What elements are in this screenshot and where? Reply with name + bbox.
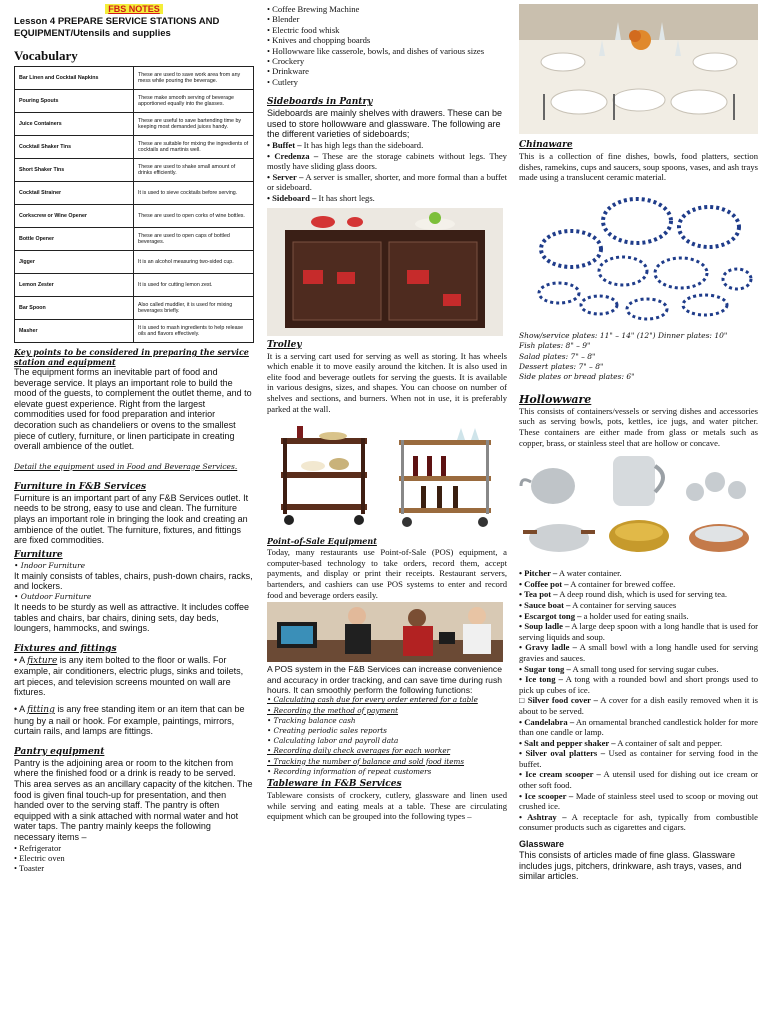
trolley-image-wine bbox=[387, 420, 503, 532]
hollowware-item: • Escargot tong – a holder used for eating snails. bbox=[519, 610, 689, 621]
fitting-bullet: • A bbox=[14, 704, 28, 715]
pos-body-2: A POS system in the F&B Services can increase convenience and accuracy in order tracking, and can save time during rush hours. It can smoothly perform the following functions: bbox=[267, 664, 503, 695]
list-item: • Crockery bbox=[267, 56, 305, 67]
vocab-definition: These are suitable for mixing the ingredients of cocktails and martinis well. bbox=[134, 136, 254, 159]
fitting-definition bbox=[14, 704, 254, 737]
pantry-items-right bbox=[267, 4, 507, 87]
sideboard-type-server: • Server – A server is smaller, shorter, and more formal than a buffet or sideboard. bbox=[267, 171, 507, 193]
hollowware-item: • Ice tong – A tong with a rounded bowl and short prongs used to pick up cubes of ice. bbox=[519, 674, 758, 695]
hollowware-item: • Candelabra – An ornamental branched candlestick holder for more than one candle or lamp. bbox=[519, 716, 758, 738]
list-item: • Calculating labor and payroll data bbox=[267, 736, 399, 746]
plate-sizes bbox=[519, 331, 758, 383]
fixture-bullet: • A bbox=[14, 654, 28, 665]
furniture-heading: Furniture bbox=[14, 549, 63, 560]
table-setting-image bbox=[519, 4, 758, 134]
hollowware-items bbox=[519, 568, 758, 833]
pos-body: Today, many restaurants use Point-of-Sale (POS) equipment, a computer-based technology to take orders, record them, accept payments, and display or print their receipts. Restaurant servers, bartenders, and cashiers can use POS systems to enter and record food and beverage orders easily. bbox=[267, 547, 507, 600]
pantry-heading: Pantry equipment bbox=[14, 746, 105, 757]
vocab-definition: These are used to open corks of wine bottles. bbox=[134, 205, 254, 228]
pos-heading: Point-of-Sale Equipment bbox=[267, 536, 377, 547]
table-row bbox=[15, 90, 254, 113]
chinaware-heading: Chinaware bbox=[519, 140, 573, 150]
hollowware-item: • Sugar tong – A small tong used for serving sugar cubes. bbox=[519, 663, 719, 674]
hollowware-image bbox=[519, 452, 758, 564]
sideboards-intro: Sideboards are mainly shelves with drawers. These can be used to store hollowware and glassware. The following are the different varieties of sideboards; bbox=[267, 108, 502, 140]
vocab-definition: These are useful to save bartending time by keeping most demanded juices handy. bbox=[134, 113, 254, 136]
vocab-definition: It is used to mash ingredients to help release oils and flavors effectively. bbox=[134, 320, 254, 343]
list-item: • Knives and chopping boards bbox=[267, 35, 371, 46]
sideboard-types bbox=[267, 140, 507, 204]
sideboard-type-sideboard: • Sideboard – It has short legs. bbox=[267, 193, 375, 203]
hollowware-item: • Ice scooper – Made of stainless steel used to scoop or moving out crushed ice. bbox=[519, 790, 758, 812]
vocab-term: Jigger bbox=[15, 251, 134, 274]
table-row bbox=[15, 274, 254, 297]
vocab-term: Corkscrew or Wine Opener bbox=[15, 205, 134, 228]
list-item: • Creating periodic sales reports bbox=[267, 725, 387, 735]
table-row bbox=[15, 251, 254, 274]
vocab-definition: These are used to shake small amount of drinks efficiently. bbox=[134, 159, 254, 182]
vocab-definition: These make smooth serving of beverage apportioned equally into the glasses. bbox=[134, 90, 254, 113]
key-points-body: The equipment forms an inevitable part of food and beverage service. It plays an important role to build the mood of the guests, to complement the outlet theme, and to elevate guest experience. Right from the largest commodities used for food preparation and interior decoration such as chandeliers or ovens to the smallest piece of cutlery, furniture, or linen participate in creating overall ambience of the outlet. bbox=[14, 367, 252, 452]
vocab-definition: It is an alcohol measuring two-sided cup. bbox=[134, 251, 254, 274]
pantry-body: Pantry is the adjoining area or room to the kitchen from where the finished food or a drink is ready to be served. This area serves as an ancillary capacity of the kitchen. The food is given final touch-up for presentation, and then handed over to the serving staff. The pantry is often equipped with a sink attached with normal water and hot water taps. The pantry mainly keeps the following necessary items – bbox=[14, 757, 253, 842]
vocab-term: Cocktail Strainer bbox=[15, 182, 134, 205]
hollowware-item: • Ashtray – A receptacle for ash, typically from combustible consumer products such as cigarettes and cigars. bbox=[519, 811, 758, 833]
table-row bbox=[15, 297, 254, 320]
vocab-definition: It is used to sieve cocktails before serving. bbox=[134, 182, 254, 205]
hollowware-item: • Coffee pot – A container for brewed coffee. bbox=[519, 578, 676, 589]
glassware-body: This consists of articles made of fine glass. Glassware includes jugs, pitchers, drinkware, ash trays, vases, and similar articles. bbox=[519, 850, 742, 882]
vocab-definition: These are used to open caps of bottled beverages. bbox=[134, 228, 254, 251]
vocabulary-table bbox=[14, 66, 254, 343]
pantry-items-left bbox=[14, 843, 254, 874]
column-middle bbox=[267, 4, 507, 1020]
column-right bbox=[519, 4, 758, 1020]
vocab-definition: These are used to save work area from any mess while pouring the beverage. bbox=[134, 67, 254, 90]
trolley-images bbox=[267, 420, 507, 532]
list-item: • Blender bbox=[267, 14, 300, 25]
sideboard-type-credenza: • Credenza – These are the storage cabinets without legs. They mostly have sliding glass doors. bbox=[267, 150, 507, 172]
list-item: • Electric food whisk bbox=[267, 24, 340, 35]
table-row bbox=[15, 113, 254, 136]
table-row bbox=[15, 67, 254, 90]
hollowware-item: □ Silver food cover – A cover for a dish easily removed when it is about to be served. bbox=[519, 695, 758, 716]
fixtures-heading: Fixtures and fittings bbox=[14, 643, 117, 654]
hollowware-item: • Pitcher – A water container. bbox=[519, 568, 622, 579]
column-left bbox=[14, 4, 254, 1020]
list-item: • Cutlery bbox=[267, 76, 298, 87]
vocab-term: Bar Spoon bbox=[15, 297, 134, 320]
plate-size-line: Fish plates: 8" – 9" bbox=[519, 341, 591, 351]
trolley-heading: Trolley bbox=[267, 339, 302, 350]
sideboards-heading: Sideboards in Pantry bbox=[267, 97, 373, 108]
sideboard-type-buffet: • Buffet – It has high legs than the sideboard. bbox=[267, 140, 424, 151]
trolley-image-wood bbox=[267, 420, 383, 532]
hollowware-body: This consists of containers/vessels or serving dishes and accessories such as serving bowls, pots, kettles, ice jugs, and water pitcher. These containers are either made from glass or metals such as copper, brass, or stainless steel that are hollow or concave. bbox=[519, 405, 758, 448]
plate-size-line: Salad plates: 7" – 8" bbox=[519, 351, 596, 361]
vocab-definition: It is used for cutting lemon zest. bbox=[134, 274, 254, 297]
outdoor-furniture-label: • Outdoor Furniture bbox=[14, 591, 92, 601]
hollowware-item: • Ice cream scooper – A utensil used for dishing out ice cream or other soft food. bbox=[519, 769, 758, 791]
table-row bbox=[15, 205, 254, 228]
hollowware-item: • Soup ladle – A large deep spoon with a long handle that is used for serving liquids and soup. bbox=[519, 621, 758, 642]
hollowware-item: • Salt and pepper shaker – A container of salt and pepper. bbox=[519, 737, 723, 748]
vocab-term: Lemon Zester bbox=[15, 274, 134, 297]
table-row bbox=[15, 228, 254, 251]
hollowware-item: • Tea pot – A deep round dish, which is used for serving tea. bbox=[519, 589, 728, 600]
fixture-word: fixture bbox=[27, 655, 58, 666]
key-points-heading: Key points to be considered in preparing the service station and equipment bbox=[14, 347, 249, 367]
sideboard-image bbox=[267, 208, 503, 336]
detail-prompt: Detail the equipment used in Food and Beverage Services. bbox=[14, 461, 238, 471]
pos-image bbox=[267, 602, 503, 662]
plate-size-line: Side plates or bread plates: 6" bbox=[519, 372, 635, 382]
list-item: • Coffee Brewing Machine bbox=[267, 4, 360, 14]
list-item: • Drinkware bbox=[267, 66, 309, 77]
indoor-furniture-body: It mainly consists of tables, chairs, push-down chairs, racks, and lockers. bbox=[14, 570, 253, 592]
chinaware-body: This is a collection of fine dishes, bowls, food platters, section dishes, ramekins, cups and saucers, soup spoons, vases, and ash trays made using a translucent ceramic material. bbox=[519, 151, 758, 183]
hollowware-item: • Sauce boat – A container for serving sauces bbox=[519, 599, 677, 610]
hollowware-item: • Gravy ladle – A small bowl with a long handle used for serving gravies and sauces. bbox=[519, 642, 758, 663]
hollowware-item: • Silver oval platters – Used as container for serving food in the buffet. bbox=[519, 748, 758, 769]
vocab-term: Short Shaker Tins bbox=[15, 159, 134, 182]
lesson-title: Lesson 4 PREPARE SERVICE STATIONS AND EQUIPMENT/Utensils and supplies bbox=[14, 16, 220, 39]
table-row bbox=[15, 182, 254, 205]
tableware-body: Tableware consists of crockery, cutlery, glassware and linen used while serving and eating meals at a table. These are circulating equipment which can be grouped into the following types – bbox=[267, 789, 507, 822]
list-item: • Tracking the number of balance and sold food items bbox=[267, 756, 465, 766]
tableware-heading: Tableware in F&B Services bbox=[267, 778, 402, 789]
list-item: • Recording daily check averages for each worker bbox=[267, 746, 451, 756]
list-item: • Refrigerator bbox=[14, 842, 62, 853]
vocabulary-heading: Vocabulary bbox=[14, 48, 78, 63]
trolley-body: It is a serving cart used for serving as well as storing. It has wheels which enable it to move easily around the kitchen. It is also used in elite food and beverage outlets for serving the guests. It is available in various designs, sizes, and shapes. You can choose on number of shelves and sections, and burners. When not in use, it is preferably parked at the wall. bbox=[267, 350, 507, 414]
chinaware-image bbox=[519, 187, 758, 327]
list-item: • Electric oven bbox=[14, 853, 65, 863]
furniture-fb-body: Furniture is an important part of any F&B Services outlet. It needs to be strong, easy to use and clean. The furniture plays an important role in bringing the look and creating an ambience of the outlet. The furniture, fixtures, and fittings are fixed commodities. bbox=[14, 492, 249, 546]
fitting-word: fitting bbox=[27, 705, 55, 716]
pos-functions bbox=[267, 695, 507, 777]
hollowware-heading: Hollowware bbox=[519, 392, 592, 406]
fixture-definition bbox=[14, 655, 254, 698]
fitting-text: is any free standing item or an item that can be hung by a nail or hook. For example, paintings, mirrors, curtain rails, and lamps are fittings. bbox=[14, 704, 245, 737]
list-item: • Tracking balance cash bbox=[267, 715, 356, 725]
table-row bbox=[15, 136, 254, 159]
vocab-term: Bar Linen and Cocktail Napkins bbox=[15, 67, 134, 90]
vocab-definition: Also called muddler, it is used for mixing beverages briefly. bbox=[134, 297, 254, 320]
indoor-furniture-label: • Indoor Furniture bbox=[14, 560, 86, 570]
furniture-fb-heading: Furniture in F&B Services bbox=[14, 481, 147, 492]
list-item: • Toaster bbox=[14, 863, 45, 874]
table-row bbox=[15, 159, 254, 182]
vocab-term: Juice Containers bbox=[15, 113, 134, 136]
glassware-heading: Glassware bbox=[519, 839, 565, 850]
vocab-term: Pouring Spouts bbox=[15, 90, 134, 113]
fixture-text: is any item bolted to the floor or walls. For example, air conditioners, electric plugs, sinks and toilets, art pieces, and television screens mounted on wall are fixtures. bbox=[14, 654, 244, 698]
list-item: • Hollowware like casserole, bowls, and dishes of various sizes bbox=[267, 45, 485, 56]
list-item: • Calculating cash due for every order entered for a table bbox=[267, 695, 478, 705]
list-item: • Recording information of repeat customers bbox=[267, 766, 432, 776]
plate-size-line: Dessert plates: 7" – 8" bbox=[519, 362, 604, 371]
list-item: • Recording the method of payment bbox=[267, 705, 399, 715]
vocab-term: Bottle Opener bbox=[15, 228, 134, 251]
outdoor-furniture-body: It needs to be sturdy as well as attractive. It includes coffee tables and chairs, bar chairs, dining sets, day beds, loungers, hammocks, and swings. bbox=[14, 601, 249, 634]
plate-size-line: Show/service plates: 11" – 14" (12") Dinner plates: 10" bbox=[519, 330, 728, 340]
vocab-term: Masher bbox=[15, 320, 134, 343]
notes-badge: FBS NOTES bbox=[105, 4, 163, 14]
vocab-term: Cocktail Shaker Tins bbox=[15, 136, 134, 159]
table-row bbox=[15, 320, 254, 343]
